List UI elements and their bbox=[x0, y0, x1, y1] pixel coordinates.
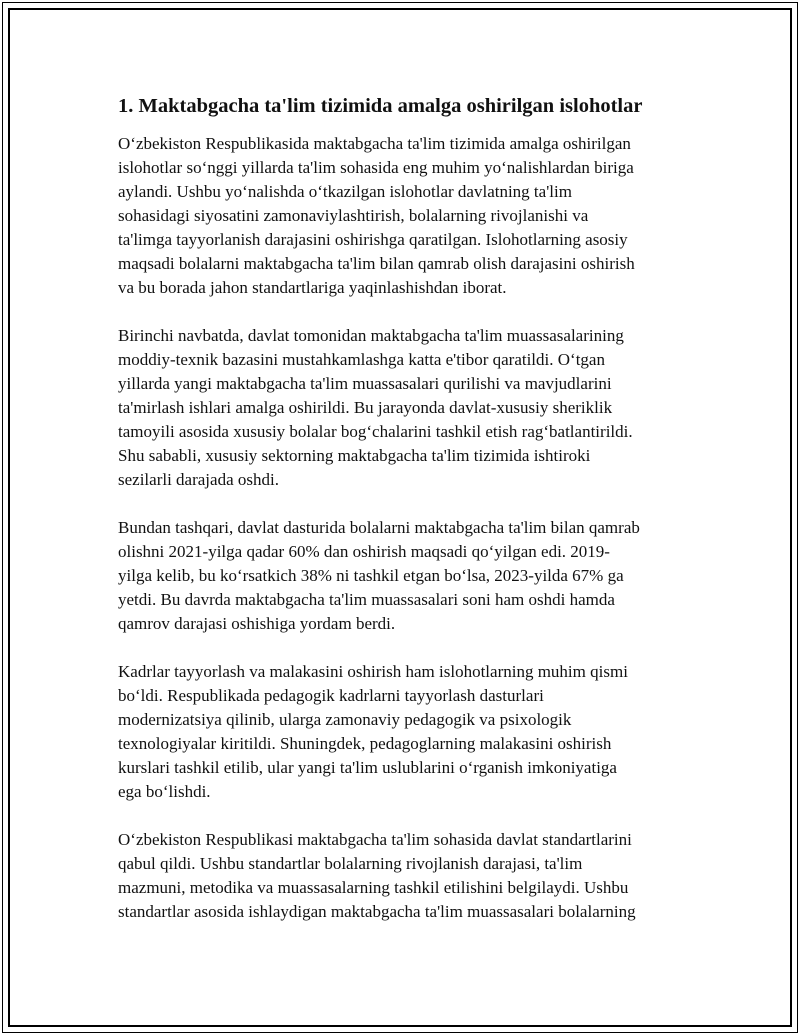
text-line: Shu sababli, xususiy sektorning maktabgacha ta'lim tizimida ishtiroki bbox=[118, 446, 591, 465]
text-line: maqsadi bolalarni maktabgacha ta'lim bilan qamrab olish darajasini oshirish bbox=[118, 254, 635, 273]
paragraph-1 bbox=[118, 132, 690, 300]
text-line: moddiy-texnik bazasini mustahkamlashga katta e'tibor qaratildi. O‘tgan bbox=[118, 350, 605, 369]
text-line: islohotlar so‘nggi yillarda ta'lim sohasida eng muhim yo‘nalishlardan biriga bbox=[118, 158, 634, 177]
text-line: kurslari tashkil etilib, ular yangi ta'lim uslublarini o‘rganish imkoniyatiga bbox=[118, 758, 617, 777]
text-line: qamrov darajasi oshishiga yordam berdi. bbox=[118, 614, 396, 633]
text-line: texnologiyalar kiritildi. Shuningdek, pedagoglarning malakasini oshirish bbox=[118, 734, 612, 753]
text-line: tamoyili asosida xususiy bolalar bog‘chalarini tashkil etish rag‘batlantirildi. bbox=[118, 422, 633, 441]
text-line: yetdi. Bu davrda maktabgacha ta'lim muassasalari soni ham oshdi hamda bbox=[118, 590, 615, 609]
text-line: qabul qildi. Ushbu standartlar bolalarning rivojlanish darajasi, ta'lim bbox=[118, 854, 583, 873]
text-line: va bu borada jahon standartlariga yaqinlashishdan iborat. bbox=[118, 278, 507, 297]
paragraph-3 bbox=[118, 516, 690, 636]
text-line: Birinchi navbatda, davlat tomonidan maktabgacha ta'lim muassasalarining bbox=[118, 326, 624, 345]
paragraph-4 bbox=[118, 660, 690, 804]
text-line: bo‘ldi. Respublikada pedagogik kadrlarni tayyorlash dasturlari bbox=[118, 686, 544, 705]
text-line: Bundan tashqari, davlat dasturida bolalarni maktabgacha ta'lim bilan qamrab bbox=[118, 518, 640, 537]
paragraph-5 bbox=[118, 828, 690, 924]
text-line: sezilarli darajada oshdi. bbox=[118, 470, 279, 489]
document-body bbox=[118, 92, 690, 948]
text-line: sohasidagi siyosatini zamonaviylashtirish, bolalarning rivojlanishi va bbox=[118, 206, 589, 225]
text-line: standartlar asosida ishlaydigan maktabgacha ta'lim muassasalari bolalarning bbox=[118, 902, 636, 921]
text-line: modernizatsiya qilinib, ularga zamonaviy pedagogik va psixologik bbox=[118, 710, 572, 729]
text-line: O‘zbekiston Respublikasida maktabgacha ta'lim tizimida amalga oshirilgan bbox=[118, 134, 631, 153]
text-line: mazmuni, metodika va muassasalarning tashkil etilishini belgilaydi. Ushbu bbox=[118, 878, 629, 897]
text-line: ta'limga tayyorlanish darajasini oshirishga qaratilgan. Islohotlarning asosiy bbox=[118, 230, 628, 249]
section-title: 1. Maktabgacha ta'lim tizimida amalga oshirilgan islohotlar bbox=[118, 95, 643, 117]
text-line: ega bo‘lishdi. bbox=[118, 782, 211, 801]
text-line: ta'mirlash ishlari amalga oshirildi. Bu jarayonda davlat-xususiy sheriklik bbox=[118, 398, 613, 417]
paragraph-2 bbox=[118, 324, 690, 492]
text-line: olishni 2021-yilga qadar 60% dan oshirish maqsadi qo‘yilgan edi. 2019- bbox=[118, 542, 610, 561]
text-line: O‘zbekiston Respublikasi maktabgacha ta'lim sohasida davlat standartlarini bbox=[118, 830, 632, 849]
text-line: aylandi. Ushbu yo‘nalishda o‘tkazilgan islohotlar davlatning ta'lim bbox=[118, 182, 572, 201]
text-line: Kadrlar tayyorlash va malakasini oshirish ham islohotlarning muhim qismi bbox=[118, 662, 628, 681]
text-line: yillarda yangi maktabgacha ta'lim muassasalari qurilishi va mavjudlarini bbox=[118, 374, 612, 393]
text-line: yilga kelib, bu ko‘rsatkich 38% ni tashkil etgan bo‘lsa, 2023-yilda 67% ga bbox=[118, 566, 624, 585]
